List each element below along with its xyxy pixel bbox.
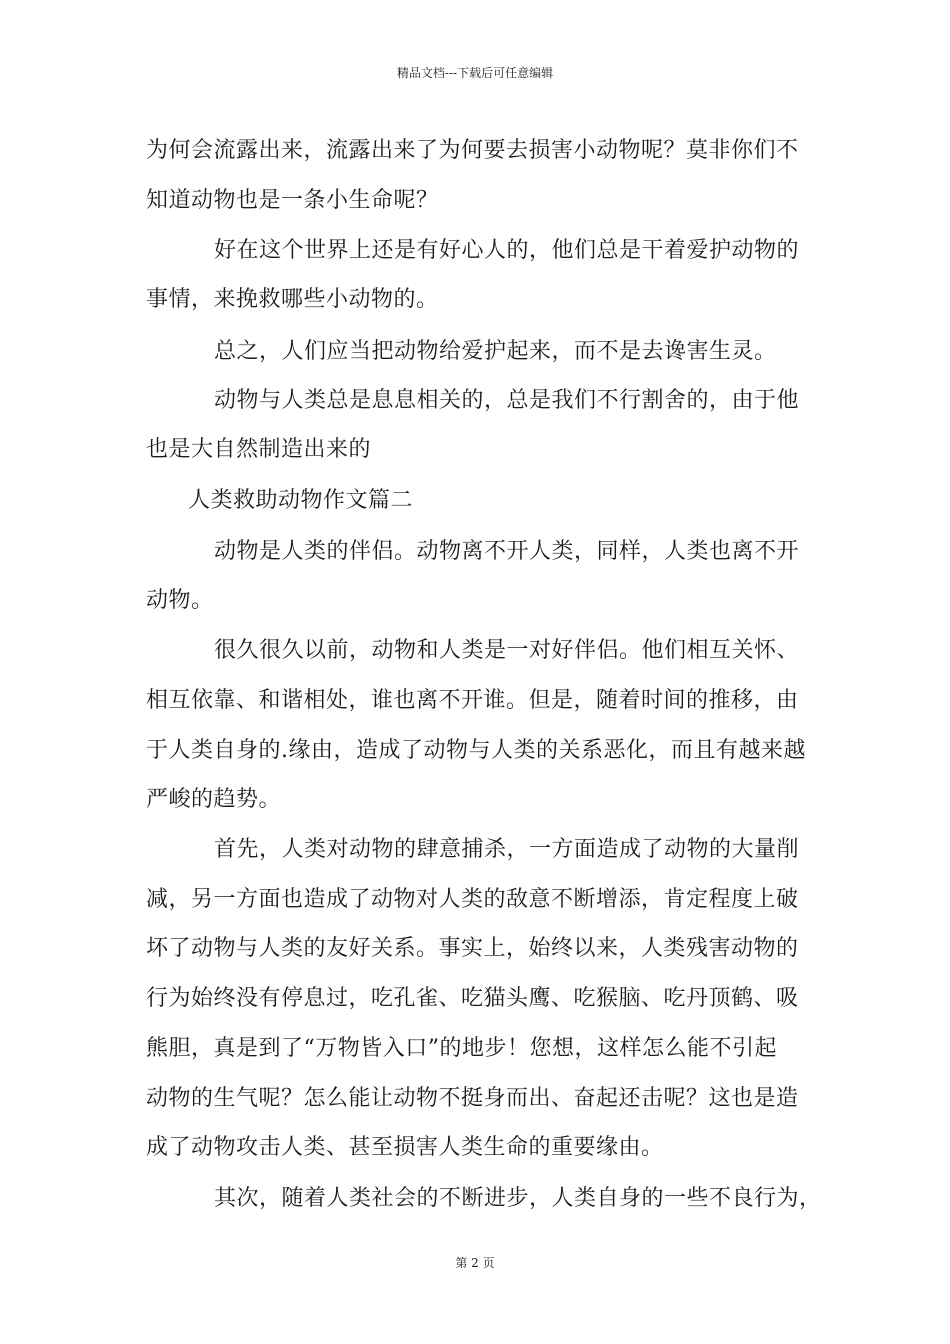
body-line: 总之，人们应当把动物给爱护起来，而不是去谗害生灵。	[214, 339, 777, 364]
body-line: 好在这个世界上还是有好心人的，他们总是干着爱护动物的	[214, 238, 800, 263]
body-line: 知道动物也是一条小生命呢？	[146, 188, 439, 213]
body-line: 动物是人类的伴侣。动物离不开人类，同样，人类也离不开	[214, 539, 800, 564]
body-line: 也是大自然制造出来的	[146, 437, 372, 462]
body-line: 成了动物攻击人类、甚至损害人类生命的重要缘由。	[146, 1135, 664, 1160]
body-line: 相互依靠、和谐相处，谁也离不开谁。但是，随着时间的推移，由	[146, 688, 799, 713]
body-line: 动物与人类总是息息相关的，总是我们不行割舍的，由于他	[214, 388, 800, 413]
body-line: 首先，人类对动物的肆意捕杀，一方面造成了动物的大量削	[214, 837, 800, 862]
body-line: 坏了动物与人类的友好关系。事实上，始终以来，人类残害动物的	[146, 936, 799, 961]
body-line: 熊胆，真是到了“万物皆入口”的地步！您想，这样怎么能不引起	[146, 1036, 777, 1061]
page-header: 精品文档---下载后可任意编辑	[396, 66, 554, 80]
page-number: 第 2 页	[455, 1256, 495, 1270]
body-line: 动物的生气呢？怎么能让动物不挺身而出、奋起还击呢？这也是造	[146, 1086, 799, 1111]
body-line: 于人类自身的.缘由，造成了动物与人类的关系恶化，而且有越来越	[146, 738, 806, 763]
body-line: 为何会流露出来，流露出来了为何要去损害小动物呢？莫非你们不	[146, 138, 799, 163]
body-line: 行为始终没有停息过，吃孔雀、吃猫头鹰、吃猴脑、吃丹顶鹤、吸	[146, 986, 799, 1011]
body-line: 动物。	[146, 588, 214, 613]
body-line: 严峻的趋势。	[146, 787, 282, 812]
body-line: 很久很久以前，动物和人类是一对好伴侣。他们相互关怀、	[214, 638, 800, 663]
body-line: 事情，来挽救哪些小动物的。	[146, 287, 439, 312]
section-heading: 人类救助动物作文篇二	[188, 488, 414, 513]
body-line: 其次，随着人类社会的不断进步，人类自身的一些不良行为，	[214, 1186, 822, 1211]
body-line: 减，另一方面也造成了动物对人类的敌意不断增添，肯定程度上破	[146, 887, 799, 912]
